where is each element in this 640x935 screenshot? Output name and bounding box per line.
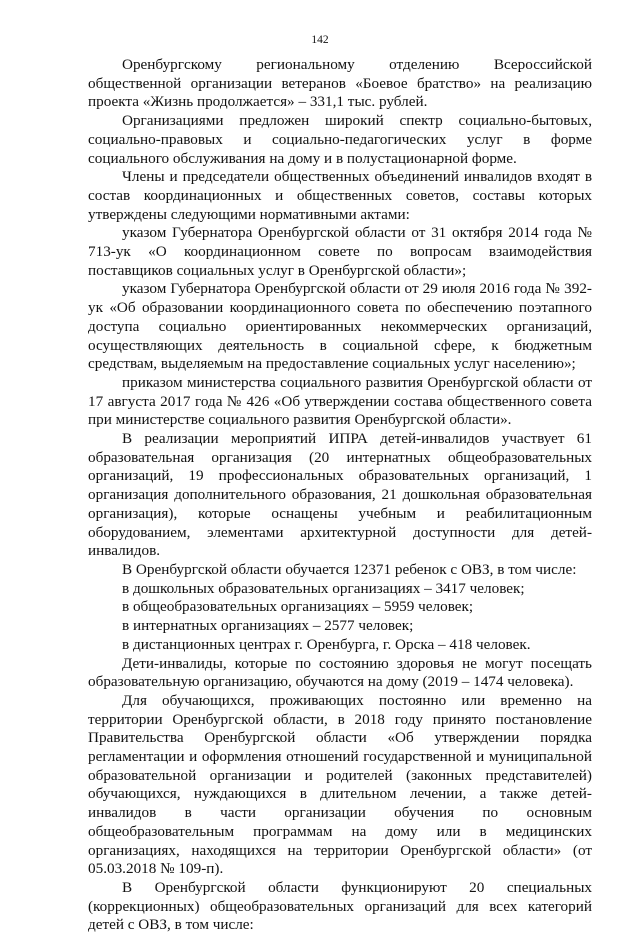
paragraph: В реализации мероприятий ИПРА детей-инвалидов участвует 61 образовательная организация (20 интернатных общеобразовательных организаций, 19 профессиональных образовательных организаций, 1 организация дополнительного образования, 21 дошкольная образовательная организация), которые оснащены учебным и реабилитационным оборудованием, элементами архитектурной доступности для детей-инвалидов. — [88, 430, 592, 560]
paragraph: В Оренбургской области обучается 12371 ребенок с ОВЗ, в том числе: — [122, 560, 577, 578]
paragraph: приказом министерства социального развития Оренбургской области от 17 августа 2017 года № 426 «Об утверждении состава общественного совета при министерстве социального развития Оренбургской области». — [88, 373, 592, 429]
paragraph: в дошкольных образовательных организациях – 3417 человек; — [122, 579, 525, 597]
paragraph: Оренбургскому региональному отделению Всероссийской общественной организации ветеранов «Боевое братство» на реализацию проекта «Жизнь продолжается» – 331,1 тыс. рублей. — [88, 56, 592, 111]
paragraph: указом Губернатора Оренбургской области от 29 июля 2016 года № 392-ук «Об образовании координационного совета по обеспечению поэтапного доступа социально ориентированных некоммерческих организаций, осуществляющих деятельность в социальной сфере, к бюджетным средствам, выделяемым на предоставление социальных услуг населению»; — [88, 280, 592, 373]
paragraph: Для обучающихся, проживающих постоянно или временно на территории Оренбургской области, в 2018 году принято постановление Правительства Оренбургской области «Об утверждении порядка регламентации и оформления отношений государственной и муниципальной образовательной организации и родителей (законных представителей) обучающихся, нуждающихся в длительном лечении, а также детей-инвалидов в части организации обучения по основным общеобразовательным программам на дому или в медицинских организациях, находящихся на территории Оренбургской области» (от 05.03.2018 № 109-п). — [88, 691, 592, 878]
paragraph: Организациями предложен широкий спектр социально-бытовых, социально-правовых и социально-педагогических услуг в форме социального обслуживания на дому и в полустационарной форме. — [88, 112, 592, 167]
paragraph: указом Губернатора Оренбургской области от 31 октября 2014 года № 713-ук «О координационном совете по вопросам взаимодействия поставщиков социальных услуг в Оренбургской области»; — [88, 224, 592, 279]
paragraph: в общеобразовательных организациях – 5959 человек; — [122, 598, 474, 616]
paragraph: Дети-инвалиды, которые по состоянию здоровья не могут посещать образовательную организацию, обучаются на дому (2019 – 1474 человека). — [88, 654, 592, 691]
paragraph: в интернатных организациях – 2577 человек; — [122, 617, 414, 635]
body-text — [88, 56, 592, 935]
paragraph: Члены и председатели общественных объединений инвалидов входят в состав координационных и общественных советов, составы которых утверждены следующими нормативными актами: — [88, 168, 592, 223]
paragraph: в дистанционных центрах г. Оренбурга, г. Орска – 418 человек. — [122, 635, 531, 653]
page-number: 142 — [311, 34, 329, 46]
paragraph: В Оренбургской области функционируют 20 специальных (коррекционных) общеобразовательных организаций для всех категорий детей с ОВЗ, в том числе: — [88, 878, 592, 934]
